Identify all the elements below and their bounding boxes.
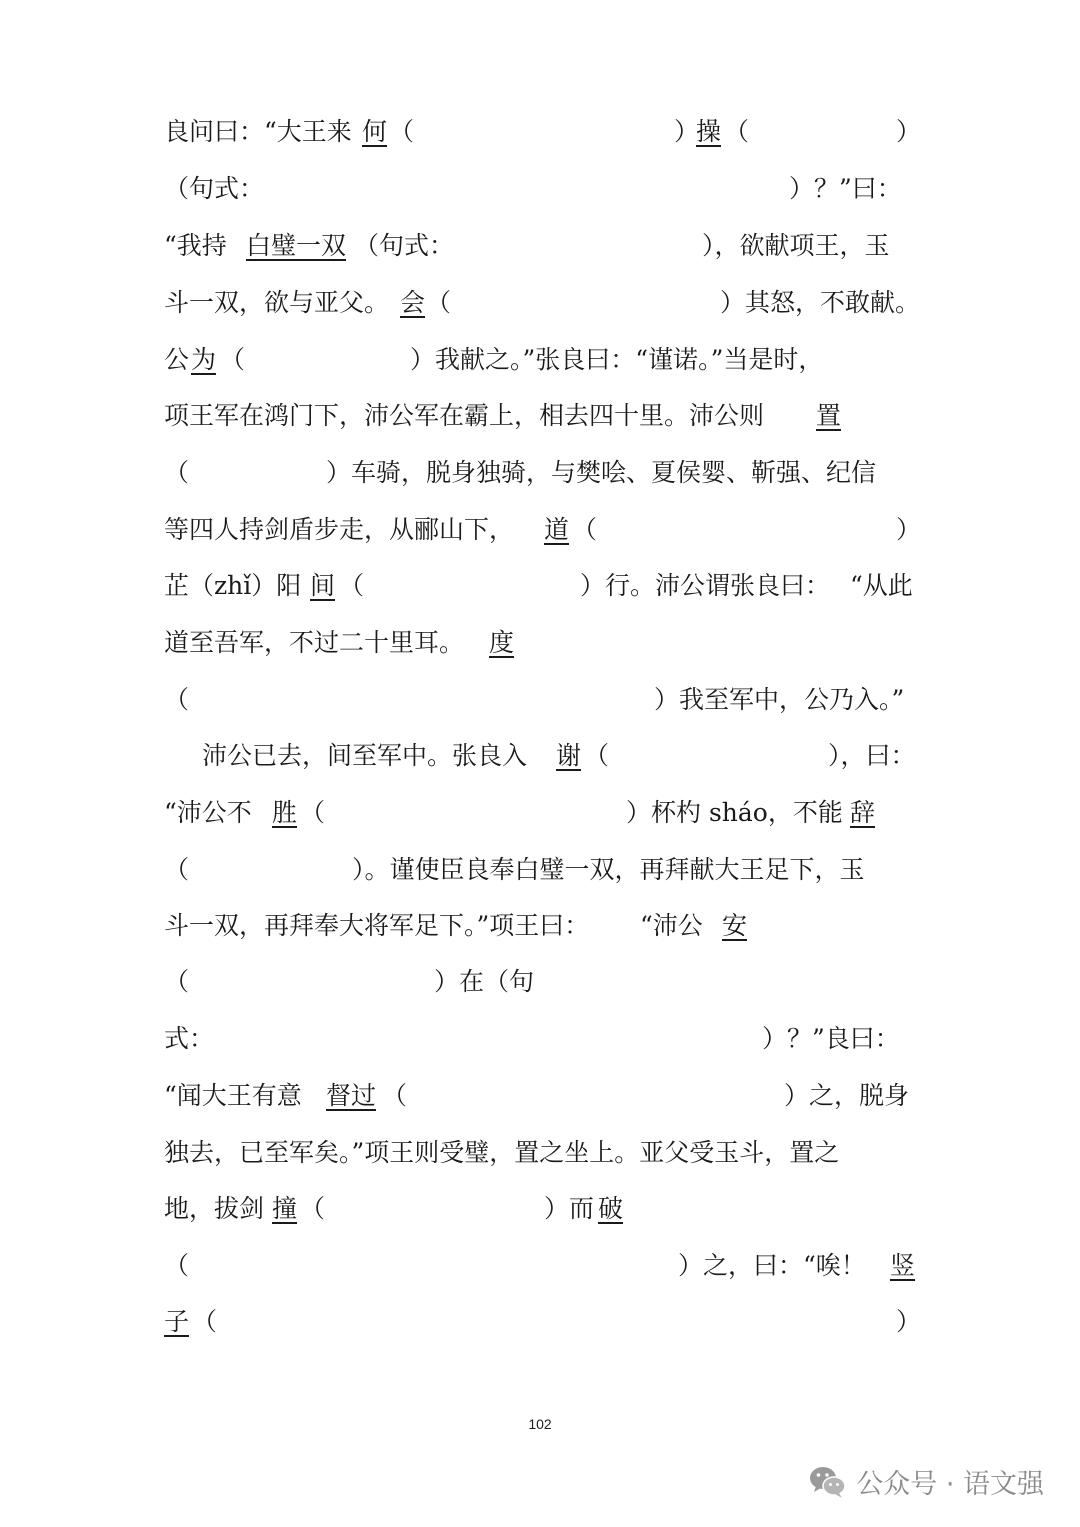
underlined-term: 置 (816, 401, 842, 430)
text-line-8 (164, 508, 922, 552)
underlined-term: 辞 (850, 798, 876, 827)
underlined-term: 何 (362, 117, 388, 146)
text-segment: “沛公不 (164, 798, 252, 827)
blank-open: （ (164, 1251, 190, 1280)
text-segment: 项王军在鸿门下，沛公军在霸上，相去四十里。沛公则 (164, 401, 765, 430)
underlined-term: 道 (544, 515, 570, 544)
underlined-term: 子 (164, 1307, 190, 1336)
underlined-term: 破 (598, 1194, 624, 1223)
text-line-13 (164, 791, 918, 835)
underlined-term: 白璧一双 (246, 231, 347, 260)
text-segment: ）在（句 (434, 967, 535, 996)
blank-open: （ (426, 288, 452, 317)
text-line-21 (164, 1244, 918, 1288)
text-line-20 (164, 1187, 918, 1231)
underlined-term: 安 (722, 911, 748, 940)
underlined-term: 为 (191, 345, 217, 374)
blank-open: （ (192, 1307, 218, 1336)
blank-close: ） (896, 1307, 922, 1336)
text-segment: ），欲献项王，玉 (702, 231, 890, 260)
text-line-11 (164, 678, 918, 722)
underlined-term: 操 (696, 117, 722, 146)
underlined-term: 度 (489, 628, 515, 657)
underlined-term: 谢 (556, 741, 582, 770)
text-line-18 (164, 1074, 918, 1118)
text-line-5 (164, 338, 918, 382)
text-line-6 (164, 394, 918, 438)
text-segment: ）行。沛公谓张良曰： (580, 571, 831, 600)
text-line-9 (164, 564, 918, 608)
text-segment: 斗一双，欲与亚父。 (164, 288, 390, 317)
blank-open: （ (572, 515, 598, 544)
text-segment: “我持 (164, 231, 227, 260)
text-segment: 地，拔剑 (164, 1194, 265, 1223)
text-line-4 (164, 281, 921, 325)
underlined-term: 督过 (326, 1081, 377, 1110)
blank-open: （ (220, 345, 246, 374)
text-segment: 芷（zhǐ）阳 (164, 571, 302, 600)
text-segment: 等四人持剑盾步走，从郦山下， (164, 515, 515, 544)
underlined-term: 撞 (272, 1194, 298, 1223)
blank-open: （ (584, 741, 610, 770)
page-number: 102 (528, 1416, 552, 1432)
text-segment: ）之，脱身 (784, 1081, 910, 1110)
text-segment: ）？”曰： (789, 174, 902, 203)
text-segment: ），曰： (828, 741, 916, 770)
text-segment: ）而 (544, 1194, 595, 1223)
text-line-15 (164, 904, 918, 948)
text-segment: ）我至军中，公乃入。” (654, 685, 905, 714)
blank-open: （ (164, 855, 190, 884)
text-segment: 公 (164, 345, 190, 374)
blank-open: （ (339, 571, 365, 600)
blank-open: （ (164, 685, 190, 714)
text-line-12 (164, 734, 918, 778)
text-line-16 (164, 960, 918, 1004)
text-segment: “从此 (850, 571, 913, 600)
blank-close: ） (674, 117, 700, 146)
wechat-icon (808, 1465, 848, 1499)
watermark (808, 1462, 1044, 1501)
blank-open: （ (389, 117, 415, 146)
watermark-text: 公众号 · 语文强 (856, 1469, 1044, 1500)
text-line-22 (164, 1300, 922, 1344)
text-line-2 (164, 167, 918, 211)
text-line-10 (164, 621, 918, 665)
blank-open: （ (164, 458, 190, 487)
text-segment: 独去，已至军矣。”项王则受璧，置之坐上。亚父受玉斗，置之 (164, 1138, 840, 1167)
text-segment: ）？”良曰： (762, 1024, 900, 1053)
text-segment: ）车骑，脱身独骑，与樊哙、夏侯婴、靳强、纪信 (326, 458, 877, 487)
text-segment: 道至吾军，不过二十里耳。 (164, 628, 465, 657)
text-line-17 (164, 1017, 918, 1061)
blank-open: （ (724, 117, 750, 146)
text-segment: 沛公已去，间至军中。张良入 (202, 741, 528, 770)
text-line-1 (164, 110, 922, 154)
text-line-14 (164, 848, 918, 892)
text-segment: ）其怒，不敢献。 (720, 288, 921, 317)
blank-open: （ (300, 798, 326, 827)
text-line-3 (164, 224, 918, 268)
blank-close: ） (896, 117, 922, 146)
underlined-term: 胜 (272, 798, 298, 827)
blank-open: （ (164, 967, 190, 996)
text-segment: ）我献之。”张良曰：“谨诺。”当是时， (410, 345, 824, 374)
underlined-term: 会 (400, 288, 426, 317)
text-segment: “闻大王有意 (164, 1081, 302, 1110)
blank-open: （ (300, 1194, 326, 1223)
underlined-term: 竖 (890, 1251, 916, 1280)
text-segment: 斗一双，再拜奉大将军足下。”项王曰： (164, 911, 590, 940)
text-segment: 式： (164, 1024, 215, 1053)
text-segment: （句式： (354, 231, 455, 260)
text-line-7 (164, 451, 918, 495)
text-segment: ）。谨使臣良奉白璧一双，再拜献大王足下，玉 (352, 855, 865, 884)
text-segment: ）杯杓 sháo，不能 (626, 798, 843, 827)
underlined-term: 间 (310, 571, 336, 600)
text-segment: 良问曰：“大王来 (164, 117, 352, 146)
blank-open: （ (382, 1081, 408, 1110)
blank-close: ） (896, 515, 922, 544)
text-segment: ）之，曰：“唉！ (678, 1251, 866, 1280)
text-segment: （句式： (164, 174, 265, 203)
text-line-19 (164, 1131, 918, 1175)
text-segment: “沛公 (640, 911, 703, 940)
